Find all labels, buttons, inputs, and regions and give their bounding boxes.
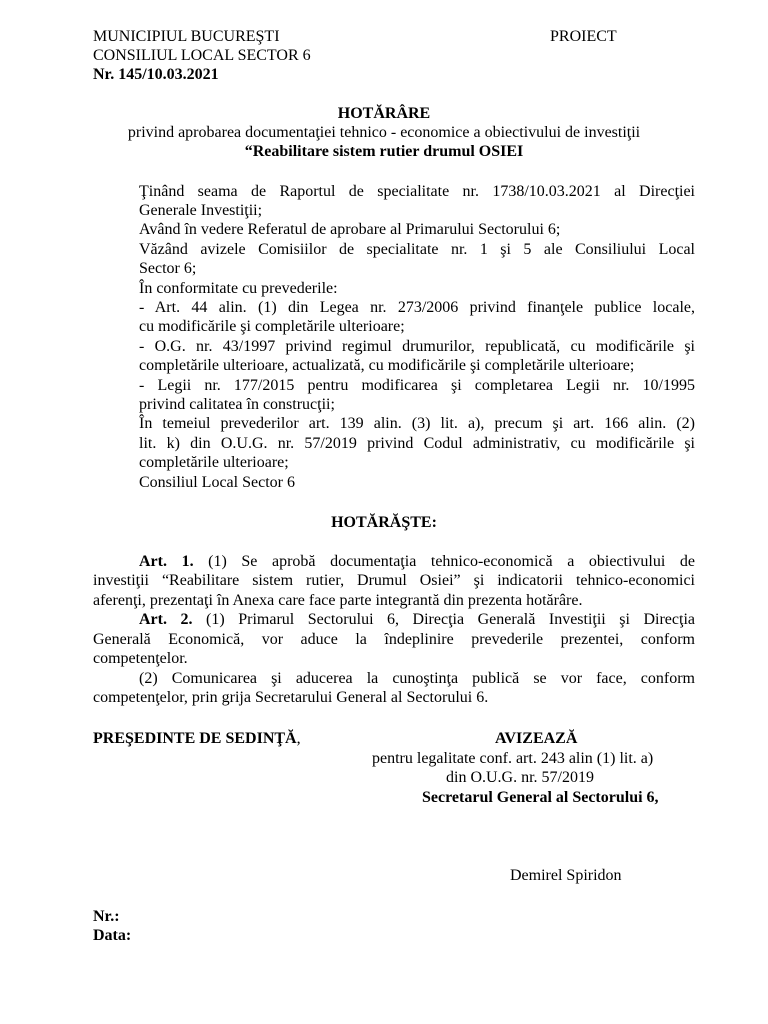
secretary-name: Demirel Spiridon bbox=[510, 867, 622, 884]
preamble-line: Generale Investiţii; bbox=[139, 202, 263, 219]
article-2-label: Art. 2. bbox=[139, 611, 193, 628]
article-1-line: aferenţi, prezentaţi în Anexa care face parte integrantă din prezenta hotărâre. bbox=[93, 592, 583, 609]
preamble-line: Sector 6; bbox=[139, 260, 197, 277]
preamble-line: Văzând avizele Comisiilor de specialitate nr. 1 şi 5 ale Consiliului Local bbox=[139, 241, 695, 258]
preamble-line: În conformitate cu prevederile: bbox=[139, 280, 338, 297]
article-1-line: Art. 1. (1) Se aprobă documentaţia tehnico-economică a obiectivului de bbox=[139, 553, 695, 570]
endorsement-line: din O.U.G. nr. 57/2019 bbox=[446, 769, 594, 786]
preamble-line: completările ulterioare; bbox=[139, 454, 289, 471]
article-2-line: competenţelor, prin grija Secretarului General al Sectorului 6. bbox=[93, 689, 489, 706]
article-2-line: Generală Economică, vor aduce la îndeplinire prevederile prezentei, conform bbox=[93, 631, 695, 648]
preamble-line: completările ulterioare, actualizată, cu modificările şi completările ulterioare; bbox=[139, 357, 635, 374]
preamble-line: Consiliul Local Sector 6 bbox=[139, 474, 295, 491]
endorsement-heading: AVIZEAZĂ bbox=[495, 730, 578, 747]
article-2-line: (2) Comunicarea şi aducerea la cunoştinţa publică se vor face, conform bbox=[139, 670, 695, 687]
preamble-line: Ţinând seama de Raportul de specialitate nr. 1738/10.03.2021 al Direcţiei bbox=[139, 183, 695, 200]
article-2-line: competenţelor. bbox=[93, 650, 188, 667]
preamble-line: privind calitatea în construcţii; bbox=[139, 396, 335, 413]
preamble-line: cu modificările şi completările ulterioare; bbox=[139, 318, 405, 335]
president-label: PREŞEDINTE DE SEDINŢĂ, bbox=[93, 730, 301, 747]
document-title: HOTĂRÂRE bbox=[337, 105, 431, 122]
footer-date-label: Data: bbox=[93, 927, 132, 944]
footer-number-label: Nr.: bbox=[93, 908, 120, 925]
endorsement-line: pentru legalitate conf. art. 243 alin (1) lit. a) bbox=[372, 750, 654, 767]
header-municipality: MUNICIPIUL BUCUREŞTI bbox=[93, 28, 280, 45]
preamble-line: lit. k) din O.U.G. nr. 57/2019 privind Codul administrativ, cu modificările şi bbox=[139, 435, 695, 452]
preamble-line: În temeiul prevederilor art. 139 alin. (3) lit. a), precum şi art. 166 alin. (2) bbox=[139, 415, 695, 432]
article-2-line: Art. 2. (1) Primarul Sectorului 6, Direcţia Generală Investiţii şi Direcţia bbox=[139, 611, 696, 628]
decision-heading: HOTĂRĂŞTE: bbox=[331, 514, 437, 531]
preamble-line: - Art. 44 alin. (1) din Legea nr. 273/2006 privind finanţele publice locale, bbox=[139, 299, 695, 316]
preamble-line: - Legii nr. 177/2015 pentru modificarea şi completarea Legii nr. 10/1995 bbox=[139, 377, 695, 394]
header-number: Nr. 145/10.03.2021 bbox=[93, 66, 219, 83]
header-status: PROIECT bbox=[550, 28, 617, 45]
article-1-line: investiţii “Reabilitare sistem rutier, Drumul Osiei” şi indicatorii tehnico-economici bbox=[93, 572, 695, 589]
preamble-line: - O.G. nr. 43/1997 privind regimul drumurilor, republicată, cu modificările şi bbox=[139, 338, 695, 355]
secretary-title: Secretarul General al Sectorului 6, bbox=[422, 789, 659, 806]
project-name: “Reabilitare sistem rutier drumul OSIEI bbox=[244, 143, 524, 160]
article-1-label: Art. 1. bbox=[139, 553, 194, 570]
document-subtitle: privind aprobarea documentaţiei tehnico - economice a obiectivului de investiţii bbox=[127, 124, 641, 141]
preamble-line: Având în vedere Referatul de aprobare al Primarului Sectorului 6; bbox=[139, 221, 561, 238]
header-council: CONSILIUL LOCAL SECTOR 6 bbox=[93, 47, 311, 64]
